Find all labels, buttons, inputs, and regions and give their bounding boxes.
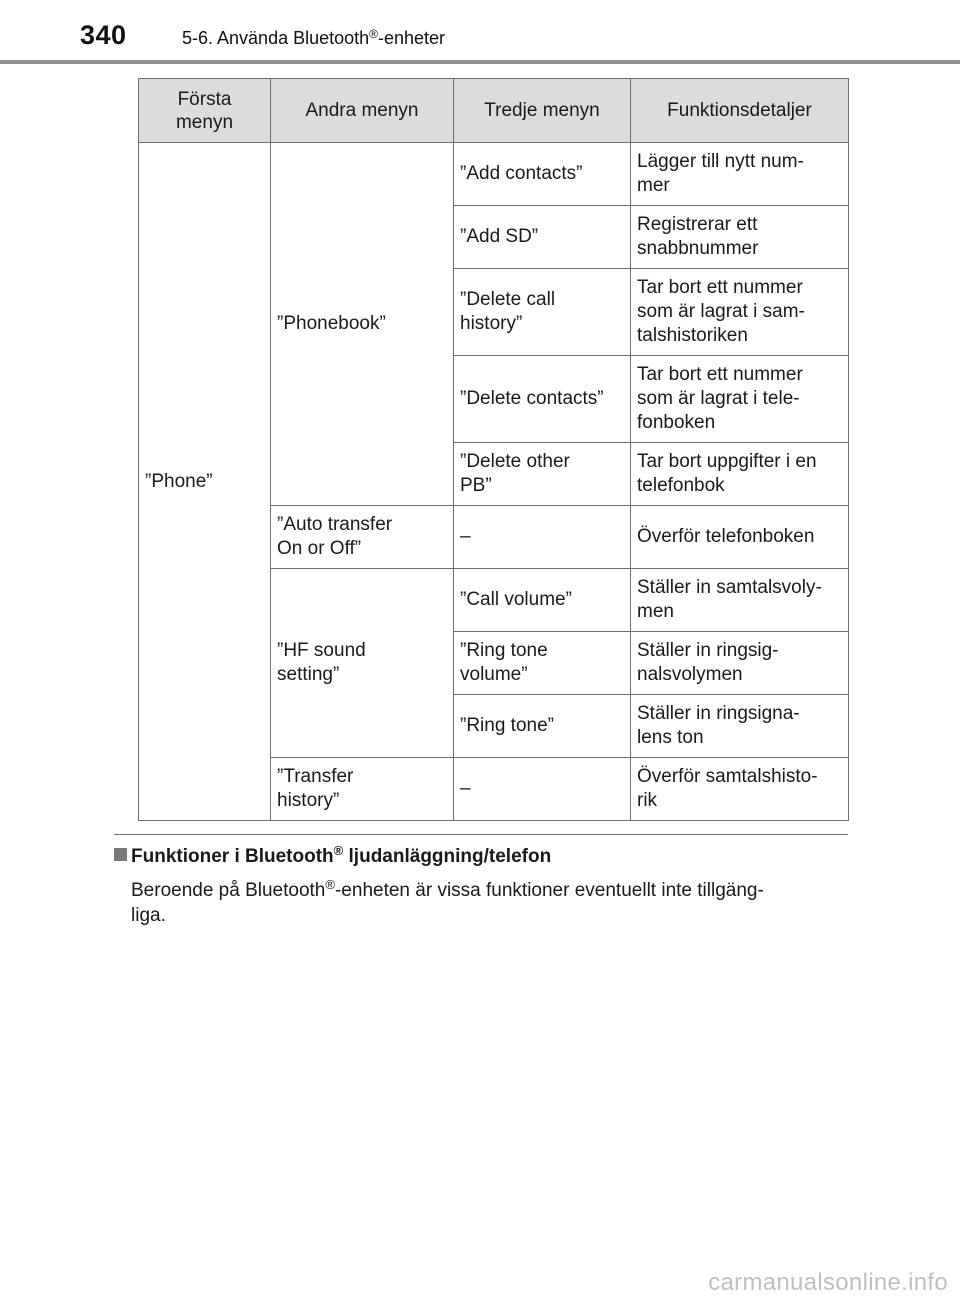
function-table	[138, 78, 849, 821]
chapter-title-suffix: -enheter	[378, 28, 446, 48]
first-menu-phone: ”Phone”	[139, 143, 271, 821]
function-detail-cell: Lägger till nytt num- mer	[631, 143, 849, 206]
function-detail-cell: Tar bort ett nummer som är lagrat i tele- fonboken	[631, 356, 849, 443]
third-menu-cell: ”Add SD”	[454, 206, 631, 269]
third-menu-cell: ”Ring tone volume”	[454, 632, 631, 695]
body-text-prefix: Beroende på Bluetooth	[131, 880, 326, 901]
section-heading-suffix: ljudanläggning/telefon	[343, 846, 552, 867]
function-detail-cell: Tar bort ett nummer som är lagrat i sam- talshistoriken	[631, 269, 849, 356]
section-heading-prefix: Funktioner i Bluetooth	[131, 846, 334, 867]
page-number: 340	[80, 20, 127, 50]
second-menu-transfer-history: ”Transfer history”	[271, 758, 454, 821]
second-menu-hf-sound: ”HF sound setting”	[271, 569, 454, 758]
body-text-suffix: -enheten är vissa funktioner eventuellt inte tillgäng- liga.	[131, 880, 764, 926]
chapter-title	[182, 28, 445, 49]
third-menu-cell: ”Add contacts”	[454, 143, 631, 206]
function-detail-cell: Registrerar ett snabbnummer	[631, 206, 849, 269]
registered-mark: ®	[325, 877, 335, 892]
square-bullet-icon	[114, 848, 127, 861]
third-menu-dash: –	[454, 506, 631, 569]
watermark: carmanualsonline.info	[708, 1269, 948, 1296]
function-detail-cell: Ställer in samtalsvoly- men	[631, 569, 849, 632]
header-second-menu: Andra menyn	[271, 79, 454, 143]
table-row	[139, 143, 849, 206]
third-menu-dash: –	[454, 758, 631, 821]
chapter-title-prefix: 5-6. Använda Bluetooth	[182, 28, 370, 48]
header-first-menu: Första menyn	[139, 79, 271, 143]
section-heading	[114, 843, 854, 868]
function-detail-cell: Ställer in ringsigna- lens ton	[631, 695, 849, 758]
registered-mark: ®	[369, 27, 378, 41]
section-body	[131, 878, 841, 928]
function-detail-cell: Överför samtalshisto- rik	[631, 758, 849, 821]
function-detail-cell: Tar bort uppgifter i en telefonbok	[631, 443, 849, 506]
third-menu-cell: ”Delete other PB”	[454, 443, 631, 506]
page-header	[0, 0, 960, 64]
header-function-details: Funktionsdetaljer	[631, 79, 849, 143]
third-menu-cell: ”Call volume”	[454, 569, 631, 632]
table-header-row	[139, 79, 849, 143]
third-menu-cell: ”Delete call history”	[454, 269, 631, 356]
function-detail-cell: Ställer in ringsig- nalsvolymen	[631, 632, 849, 695]
section-divider	[114, 834, 848, 835]
registered-mark: ®	[333, 843, 344, 858]
header-third-menu: Tredje menyn	[454, 79, 631, 143]
header-divider	[0, 60, 960, 64]
third-menu-cell: ”Ring tone”	[454, 695, 631, 758]
third-menu-cell: ”Delete contacts”	[454, 356, 631, 443]
second-menu-phonebook: ”Phonebook”	[271, 143, 454, 506]
second-menu-auto-transfer: ”Auto transfer On or Off”	[271, 506, 454, 569]
function-detail-cell: Överför telefonboken	[631, 506, 849, 569]
